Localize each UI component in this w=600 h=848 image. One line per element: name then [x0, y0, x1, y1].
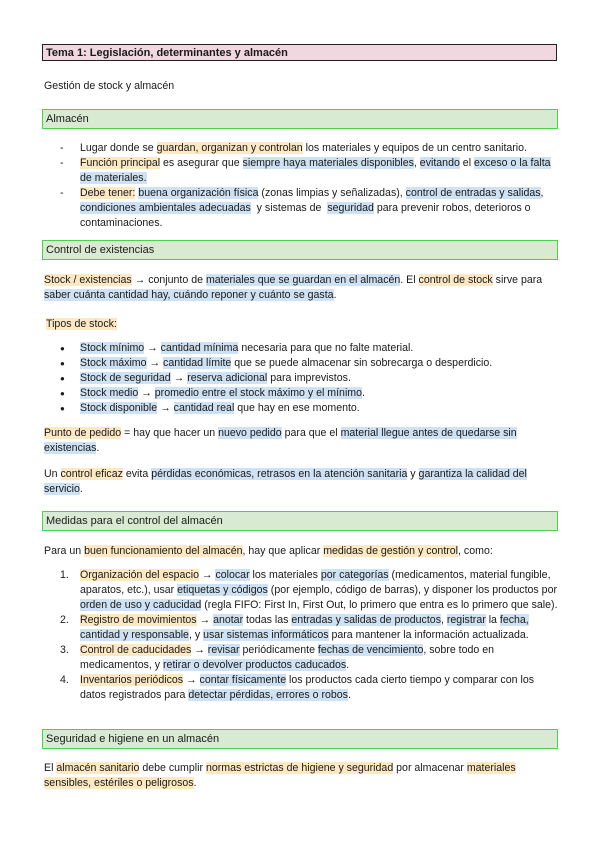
text-run: → [196, 614, 214, 626]
highlight-yellow: Inventarios periódicos [80, 674, 184, 686]
almacen-list [44, 141, 558, 231]
highlight-yellow: normas estrictas de higiene y seguridad [205, 762, 394, 774]
list-number: 3. [60, 644, 69, 656]
list-item [44, 186, 558, 231]
text-run: El [44, 762, 57, 774]
highlight-blue: usar sistemas informáticos [203, 629, 329, 641]
stock-type-definition: cantidad límite [163, 357, 232, 369]
dot-bullet: ● [60, 404, 65, 413]
text-run: Lugar donde se [80, 142, 157, 154]
text-run: . [346, 659, 350, 671]
text-run: , como: [458, 545, 493, 557]
arrow: → [157, 402, 174, 414]
highlight-blue: condiciones ambientales adecuadas [80, 202, 251, 214]
stock-type-item [44, 401, 558, 416]
highlight-yellow: Control de caducidades [80, 644, 192, 656]
list-number: 2. [60, 614, 69, 626]
text-run: y sistemas de [250, 202, 328, 214]
highlight-blue: saber cuánta cantidad hay, cuándo reponer y cuánto se gasta [44, 289, 334, 301]
highlight-blue: buena organización física [138, 187, 259, 199]
dot-bullet: ● [60, 374, 65, 383]
text-run: , sobre todo en medicamentos, y [80, 644, 495, 671]
text-run: = hay que hacer un [121, 427, 219, 439]
list-item [44, 613, 558, 643]
highlight-blue: fecha, cantidad y responsable [80, 614, 529, 641]
text-run: (medicamentos, material fungible, aparatos, etc.), usar [80, 569, 551, 596]
item-text [80, 569, 558, 611]
dot-bullet: ● [60, 344, 65, 353]
highlight-blue: seguridad [327, 202, 374, 214]
text-run: el [459, 157, 474, 169]
text-run: es asegurar que [160, 157, 243, 169]
text-run: . El [400, 274, 419, 286]
highlight-yellow: Punto de pedido [44, 427, 122, 439]
item-text [80, 157, 551, 184]
highlight-blue: garantiza la calidad del servicio [44, 468, 527, 495]
highlight-yellow: control eficaz [60, 468, 123, 480]
highlight-blue: registrar [446, 614, 486, 626]
stock-type-item [44, 386, 558, 401]
stock-type-definition: promedio entre el stock máximo y el mínimo [154, 387, 363, 399]
text-run: , [540, 187, 544, 199]
punto-de-pedido [44, 426, 556, 456]
highlight-blue: por categorías [320, 569, 389, 581]
stock-type-name: Stock de seguridad [80, 372, 171, 384]
item-text [80, 142, 527, 154]
text-run: (regla FIFO: First In, First Out, lo primero que entra es lo primero que sale). [201, 599, 558, 611]
list-item [44, 673, 558, 703]
highlight-blue: fechas de vencimiento [317, 644, 424, 656]
list-number: 1. [60, 569, 69, 581]
item-text [80, 644, 494, 671]
highlight-blue: pérdidas económicas, retrasos en la atención sanitaria [151, 468, 408, 480]
list-number: 4. [60, 674, 69, 686]
highlight-blue: material llegue antes de quedarse sin existencias [44, 427, 517, 454]
highlight-yellow: Función principal [80, 157, 161, 169]
dot-bullet: ● [60, 389, 65, 398]
highlight-yellow: almacén sanitario [56, 762, 140, 774]
page-title: Tema 1: Legislación, determinantes y almacén [42, 44, 557, 61]
item-text [80, 674, 534, 701]
highlight-blue: materiales que se guardan en el almacén [205, 274, 401, 286]
list-item [44, 568, 558, 613]
stock-type-name: Stock disponible [80, 402, 158, 414]
seguridad-intro [44, 761, 556, 791]
highlight-blue: etiquetas y códigos [177, 584, 268, 596]
text-run: , [441, 614, 447, 626]
dot-bullet: ● [60, 359, 65, 368]
dash-bullet: - [60, 187, 64, 199]
section-heading-seguridad: Seguridad e higiene en un almacén [42, 729, 558, 749]
text-run: Un [44, 468, 61, 480]
item-text [80, 187, 543, 229]
highlight-blue: revisar [207, 644, 240, 656]
section-heading-medidas: Medidas para el control del almacén [42, 511, 558, 531]
dash-bullet: - [60, 142, 64, 154]
highlight-blue: orden de uso y caducidad [80, 599, 202, 611]
highlight-blue: nuevo pedido [218, 427, 282, 439]
stock-type-name: Stock máximo [80, 357, 147, 369]
control-eficaz [44, 467, 556, 497]
arrow: → [170, 372, 188, 384]
highlight-blue: retirar o devolver productos caducados [163, 659, 347, 671]
dash-bullet: - [60, 157, 64, 169]
stock-types-list [44, 341, 558, 416]
text-run: Para un [44, 545, 85, 557]
text-run: para prevenir robos, deterioros o contaminaciones. [80, 202, 531, 229]
highlight-blue: anotar [213, 614, 244, 626]
highlight-yellow: Organización del espacio [80, 569, 199, 581]
stock-type-rest: para imprevistos. [267, 372, 351, 384]
arrow: → [138, 387, 155, 399]
stock-type-rest: que se puede almacenar sin sobrecarga o desperdicio. [231, 357, 493, 369]
stock-type-name: Stock mínimo [80, 342, 145, 354]
text-run: → [191, 644, 208, 656]
highlight-yellow: Debe tener: [80, 187, 136, 199]
text-run: para que el [281, 427, 341, 439]
highlight-blue: contar físicamente [199, 674, 287, 686]
stock-type-item [44, 371, 558, 386]
text-run: los productos cada cierto tiempo y comparar con los datos registrados para [80, 674, 535, 701]
subtitle: Gestión de stock y almacén [44, 80, 175, 92]
text-run: debe cumplir [139, 762, 206, 774]
text-run: evita [122, 468, 152, 480]
stock-type-item [44, 356, 558, 371]
highlight-yellow: Stock / existencias [44, 274, 132, 286]
stock-types-label-text: Tipos de stock: [46, 318, 117, 330]
text-run: (zonas limpias y señalizadas), [258, 187, 406, 199]
highlight-blue: detectar pérdidas, errores o robos [188, 689, 348, 701]
text-run: , [413, 157, 420, 169]
medidas-list [44, 568, 558, 703]
text-run: . [193, 777, 197, 789]
text-run: . [79, 483, 83, 495]
list-item [44, 643, 558, 673]
highlight-blue: siempre haya materiales disponibles [242, 157, 414, 169]
text-run: la [485, 614, 500, 626]
stock-type-name: Stock medio [80, 387, 139, 399]
item-text [80, 614, 529, 641]
stock-type-item [44, 341, 558, 356]
text-run: los materiales y equipos de un centro sanitario. [302, 142, 527, 154]
highlight-yellow: Registro de movimientos [80, 614, 197, 626]
stock-types-label [46, 317, 558, 332]
stock-definition [44, 273, 556, 303]
section-heading-control: Control de existencias [42, 240, 558, 260]
highlight-blue: exceso o la falta de materiales. [80, 157, 551, 184]
text-run: . [333, 289, 337, 301]
text-run: todas las [243, 614, 292, 626]
text-run: → [183, 674, 200, 686]
text-run: , hay que aplicar [242, 545, 324, 557]
highlight-blue: entradas y salidas de productos [291, 614, 441, 626]
highlight-blue: colocar [215, 569, 250, 581]
highlight-blue: evitando [419, 157, 460, 169]
stock-type-rest: necesaria para que no falte material. [238, 342, 414, 354]
medidas-intro [44, 544, 556, 559]
text-run: → [198, 569, 216, 581]
text-run: y [407, 468, 419, 480]
stock-type-definition: cantidad mínima [160, 342, 239, 354]
stock-type-rest: que hay en ese momento. [234, 402, 360, 414]
text-run: para mantener la información actualizada. [328, 629, 529, 641]
highlight-yellow: medidas de gestión y control [323, 545, 459, 557]
arrow: → [144, 342, 161, 354]
text-run: → conjunto de [131, 274, 206, 286]
text-run: . [96, 442, 100, 454]
text-run: (por ejemplo, código de barras), y disponer los productos por [267, 584, 557, 596]
text-run: , y [188, 629, 204, 641]
highlight-yellow: control de stock [418, 274, 493, 286]
text-run: periódicamente [239, 644, 318, 656]
text-run: . [347, 689, 351, 701]
highlight-yellow: guardan, organizan y controlan [156, 142, 303, 154]
list-item [44, 141, 558, 156]
arrow: → [146, 357, 164, 369]
highlight-blue: control de entradas y salidas [405, 187, 541, 199]
section-heading-almacen: Almacén [42, 109, 558, 129]
list-item [44, 156, 558, 186]
text-run: por almacenar [393, 762, 467, 774]
stock-type-rest: . [362, 387, 365, 399]
highlight-yellow: buen funcionamiento del almacén [84, 545, 243, 557]
stock-type-definition: reserva adicional [187, 372, 268, 384]
stock-type-definition: cantidad real [173, 402, 235, 414]
highlight-yellow: materiales sensibles, estériles o peligrosos [44, 762, 516, 789]
text-run: los materiales [249, 569, 321, 581]
text-run: sirve para [492, 274, 543, 286]
